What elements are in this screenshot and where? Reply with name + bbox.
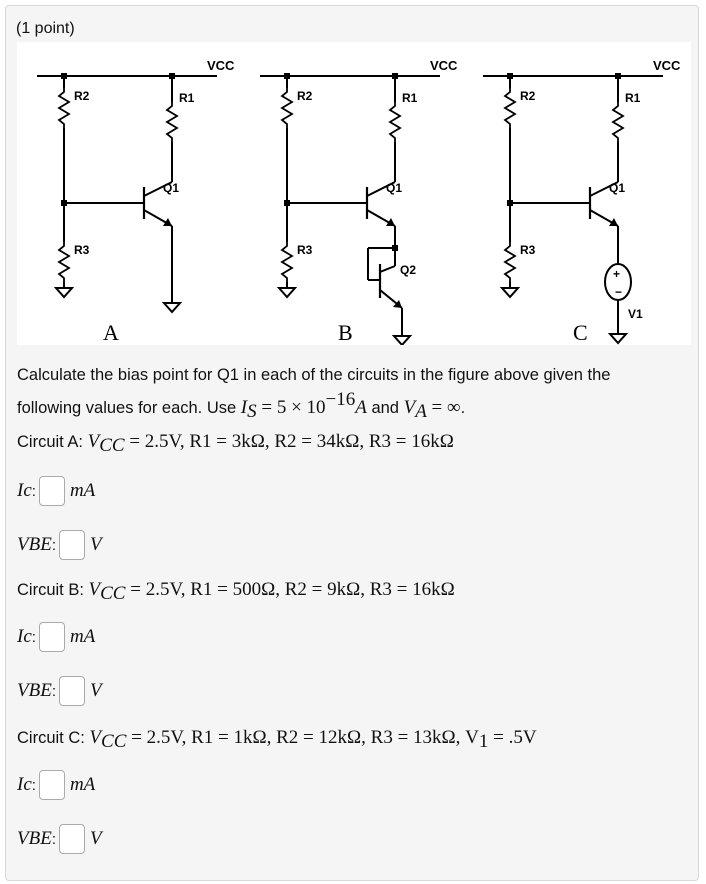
r3-label-a: R3 (74, 243, 90, 257)
v1-label-c: V1 (628, 307, 643, 321)
circuit-c-vbe-row: V BE : V (17, 824, 102, 854)
intro-line-2: following values for each. Use $I_S = 5 \times 10^{-16}A$ and $V_A$ = ∞. (17, 389, 466, 422)
circuit-c (483, 58, 681, 345)
circuit-c-ic-row: I c : mA (17, 770, 95, 800)
circuit-a-ic-row: I c : mA (17, 476, 95, 506)
r2-label-a: R2 (74, 89, 90, 103)
circuit-letter-c: C (573, 320, 588, 345)
question-card (5, 5, 699, 881)
circuit-b-vbe-row: V BE : V (17, 676, 102, 706)
q1-label-c: Q1 (609, 181, 626, 195)
circuit-c-vbe-input[interactable] (59, 824, 85, 854)
circuit-a (37, 58, 235, 345)
r2-label-c: R2 (520, 89, 536, 103)
circuit-letter-b: B (338, 320, 353, 345)
circuit-schematic (17, 42, 691, 345)
svg-text:−: − (615, 285, 623, 299)
circuit-a-ic-input[interactable] (39, 476, 65, 506)
circuit-b-vbe-input[interactable] (59, 676, 85, 706)
vcc-label-c: VCC (653, 58, 681, 73)
points-label: (1 point) (16, 20, 75, 37)
r1-label-c: R1 (625, 91, 641, 105)
q1-label-a: Q1 (163, 181, 180, 195)
circuit-letter-a: A (103, 320, 119, 345)
vcc-label-a: VCC (207, 58, 235, 73)
intro-line-1: Calculate the bias point for Q1 in each of the circuits in the figure above given the (17, 366, 611, 384)
circuit-a-values: Circuit A: $V_{CC} = 2.5V$, R1 = 3kΩ, R2 = 34kΩ, R3 = 16kΩ (17, 431, 454, 456)
circuit-c-ic-input[interactable] (39, 770, 65, 800)
r1-label-b: R1 (402, 91, 418, 105)
circuit-b-values: Circuit B: $V_{CC} = 2.5V$, R1 = 500Ω, R2 = 9kΩ, R3 = 16kΩ (17, 579, 455, 604)
circuit-b (260, 58, 458, 345)
svg-text:+: + (613, 267, 621, 281)
q2-label-b: Q2 (400, 263, 417, 277)
circuit-c-values: Circuit C: $V_{CC} = 2.5V$, R1 = 1kΩ, R2 = 12kΩ, R3 = 13kΩ, $V_1 = .5V$ (17, 727, 537, 752)
r1-label-a: R1 (179, 91, 195, 105)
r2-label-b: R2 (297, 89, 313, 103)
circuit-figure (17, 42, 691, 345)
circuit-b-ic-input[interactable] (39, 622, 65, 652)
r3-label-b: R3 (297, 243, 313, 257)
r3-label-c: R3 (520, 243, 536, 257)
circuit-b-ic-row: I c : mA (17, 622, 95, 652)
vcc-label-b: VCC (430, 58, 458, 73)
circuit-a-vbe-row: V BE : V (17, 530, 102, 560)
q1-label-b: Q1 (386, 181, 403, 195)
circuit-a-vbe-input[interactable] (59, 530, 85, 560)
